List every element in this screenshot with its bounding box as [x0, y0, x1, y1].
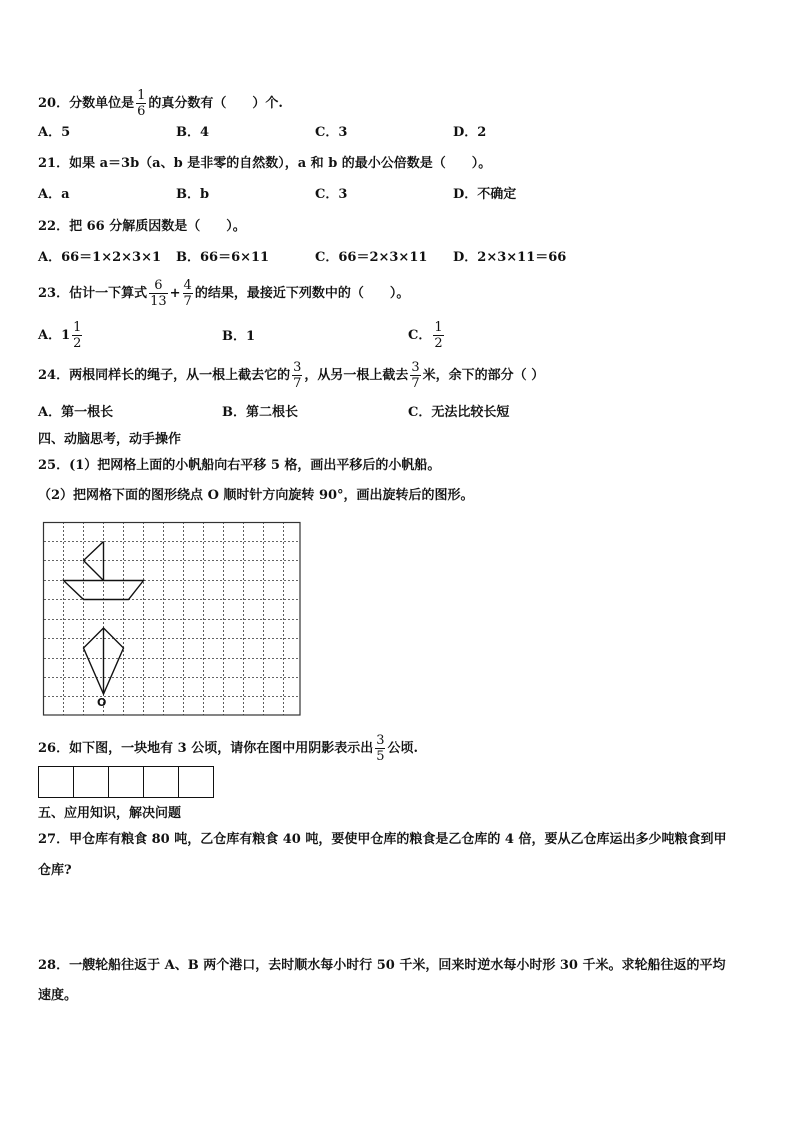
- q21-option-d: D．不确定: [453, 187, 517, 202]
- q24-frac1-numerator: 3: [293, 360, 302, 375]
- grid-lines: [44, 522, 300, 715]
- q22-option-a: A．66＝1×2×3×1: [38, 250, 162, 265]
- grid-diagram: [38, 520, 306, 720]
- q24-fraction-2: [410, 360, 420, 391]
- q24-frac1-denominator: 7: [293, 376, 302, 391]
- q20-option-a: A．5: [38, 125, 71, 140]
- land-cell[interactable]: [143, 766, 179, 798]
- q24-text-mid: ，从另一根上截去: [304, 368, 409, 383]
- q24-option-a: A．第一根长: [38, 405, 114, 420]
- q23-option-c-numerator: 1: [434, 320, 443, 335]
- q26-fraction: [375, 733, 385, 764]
- q23-option-b: B．1: [222, 329, 256, 344]
- land-area-box: [38, 766, 214, 798]
- q20-option-b: B．4: [176, 125, 210, 140]
- q26-text-after: 公顷.: [387, 741, 419, 756]
- section-4-heading: 四、动脑思考，动手操作: [38, 432, 182, 447]
- q23-option-a-fraction: [72, 320, 82, 351]
- question-28-line-2: 速度。: [38, 988, 78, 1003]
- q22-option-c: C．66＝2×3×11: [315, 250, 428, 265]
- q23-option-c-label: C．: [408, 328, 432, 343]
- q20-frac-numerator: 1: [137, 88, 146, 103]
- q24-fraction-1: [292, 360, 302, 391]
- question-25-part-1: 25．(1）把网格上面的小帆船向右平移 5 格，画出平移后的小帆船。: [38, 458, 441, 473]
- q20-fraction: [136, 88, 146, 119]
- q22-option-b: B．66＝6×11: [176, 250, 270, 265]
- question-25-part-2: （2）把网格下面的图形绕点 O 顺时针方向旋转 90°，画出旋转后的图形。: [38, 488, 474, 503]
- q23-option-c-fraction: [433, 320, 443, 351]
- question-27-line-1: 27．甲仓库有粮食 80 吨，乙仓库有粮食 40 吨，要使甲仓库的粮食是乙仓库的 4 倍，要从乙仓库运出多少吨粮食到甲: [38, 832, 727, 847]
- q23-text-after: 的结果，最接近下列数中的（ ）。: [194, 286, 410, 301]
- q22-option-d: D．2×3×11＝66: [453, 250, 567, 265]
- question-22: 22．把 66 分解质因数是（ ）。: [38, 219, 246, 234]
- q24-frac2-numerator: 3: [411, 360, 420, 375]
- land-cell[interactable]: [73, 766, 109, 798]
- question-28-line-1: 28．一艘轮船往返于 A、B 两个港口，去时顺水每小时行 50 千米，回来时逆水每小时形 30 千米。求轮船往返的平均: [38, 958, 726, 973]
- q23-option-c-denominator: 2: [434, 336, 443, 351]
- q20-option-d: D．2: [453, 125, 487, 140]
- q24-option-c: C．无法比较长短: [408, 405, 510, 420]
- q21-option-a: A．a: [38, 187, 70, 202]
- q20-text-after: 的真分数有（ ）个.: [148, 96, 283, 111]
- question-21: 21．如果 a＝3b（a、b 是非零的自然数），a 和 b 的最小公倍数是（ ）。: [38, 156, 492, 171]
- q23-option-a: [38, 320, 84, 351]
- q23-frac1-denominator: 13: [150, 294, 167, 309]
- point-o-label: O: [97, 696, 107, 709]
- q23-plus: +: [169, 286, 181, 301]
- q26-frac-numerator: 3: [376, 733, 385, 748]
- q20-option-c: C．3: [315, 125, 348, 140]
- land-cell[interactable]: [178, 766, 214, 798]
- q24-frac2-denominator: 7: [411, 376, 420, 391]
- q23-text-before: 23．估计一下算式: [38, 286, 148, 301]
- q20-frac-denominator: 6: [137, 104, 146, 119]
- q26-frac-denominator: 5: [376, 749, 385, 764]
- q24-option-b: B．第二根长: [222, 405, 298, 420]
- q23-frac2-numerator: 4: [183, 278, 192, 293]
- q24-text-before: 24．两根同样长的绳子，从一根上截去它的: [38, 368, 291, 383]
- q26-text-before: 26．如下图，一块地有 3 公顷，请你在图中用阴影表示出: [38, 741, 374, 756]
- question-24: [38, 360, 544, 391]
- land-cell[interactable]: [38, 766, 74, 798]
- q24-text-after: 米，余下的部分（ ）: [422, 368, 545, 383]
- q21-option-c: C．3: [315, 187, 348, 202]
- section-5-heading: 五、应用知识，解决问题: [38, 806, 182, 821]
- q23-option-a-denominator: 2: [73, 336, 82, 351]
- q20-text-before: 分数单位是: [69, 96, 135, 111]
- q23-option-c: [408, 320, 446, 351]
- kite-shape: [84, 628, 124, 694]
- grid-border: [44, 523, 301, 716]
- q23-option-a-label: A．: [38, 328, 62, 343]
- q23-frac2-denominator: 7: [183, 294, 192, 309]
- land-cell[interactable]: [108, 766, 144, 798]
- q21-option-b: B．b: [176, 187, 210, 202]
- q23-frac1-numerator: 6: [149, 278, 168, 294]
- question-23: [38, 278, 409, 309]
- q23-option-a-whole: 1: [61, 327, 71, 343]
- q23-fraction-1: [149, 278, 168, 309]
- q23-fraction-2: [183, 278, 193, 309]
- q23-option-a-numerator: 1: [73, 320, 82, 335]
- q20-number: 20．: [38, 96, 70, 111]
- question-20: [38, 88, 283, 119]
- question-27-line-2: 仓库?: [38, 863, 72, 878]
- question-26: [38, 733, 418, 764]
